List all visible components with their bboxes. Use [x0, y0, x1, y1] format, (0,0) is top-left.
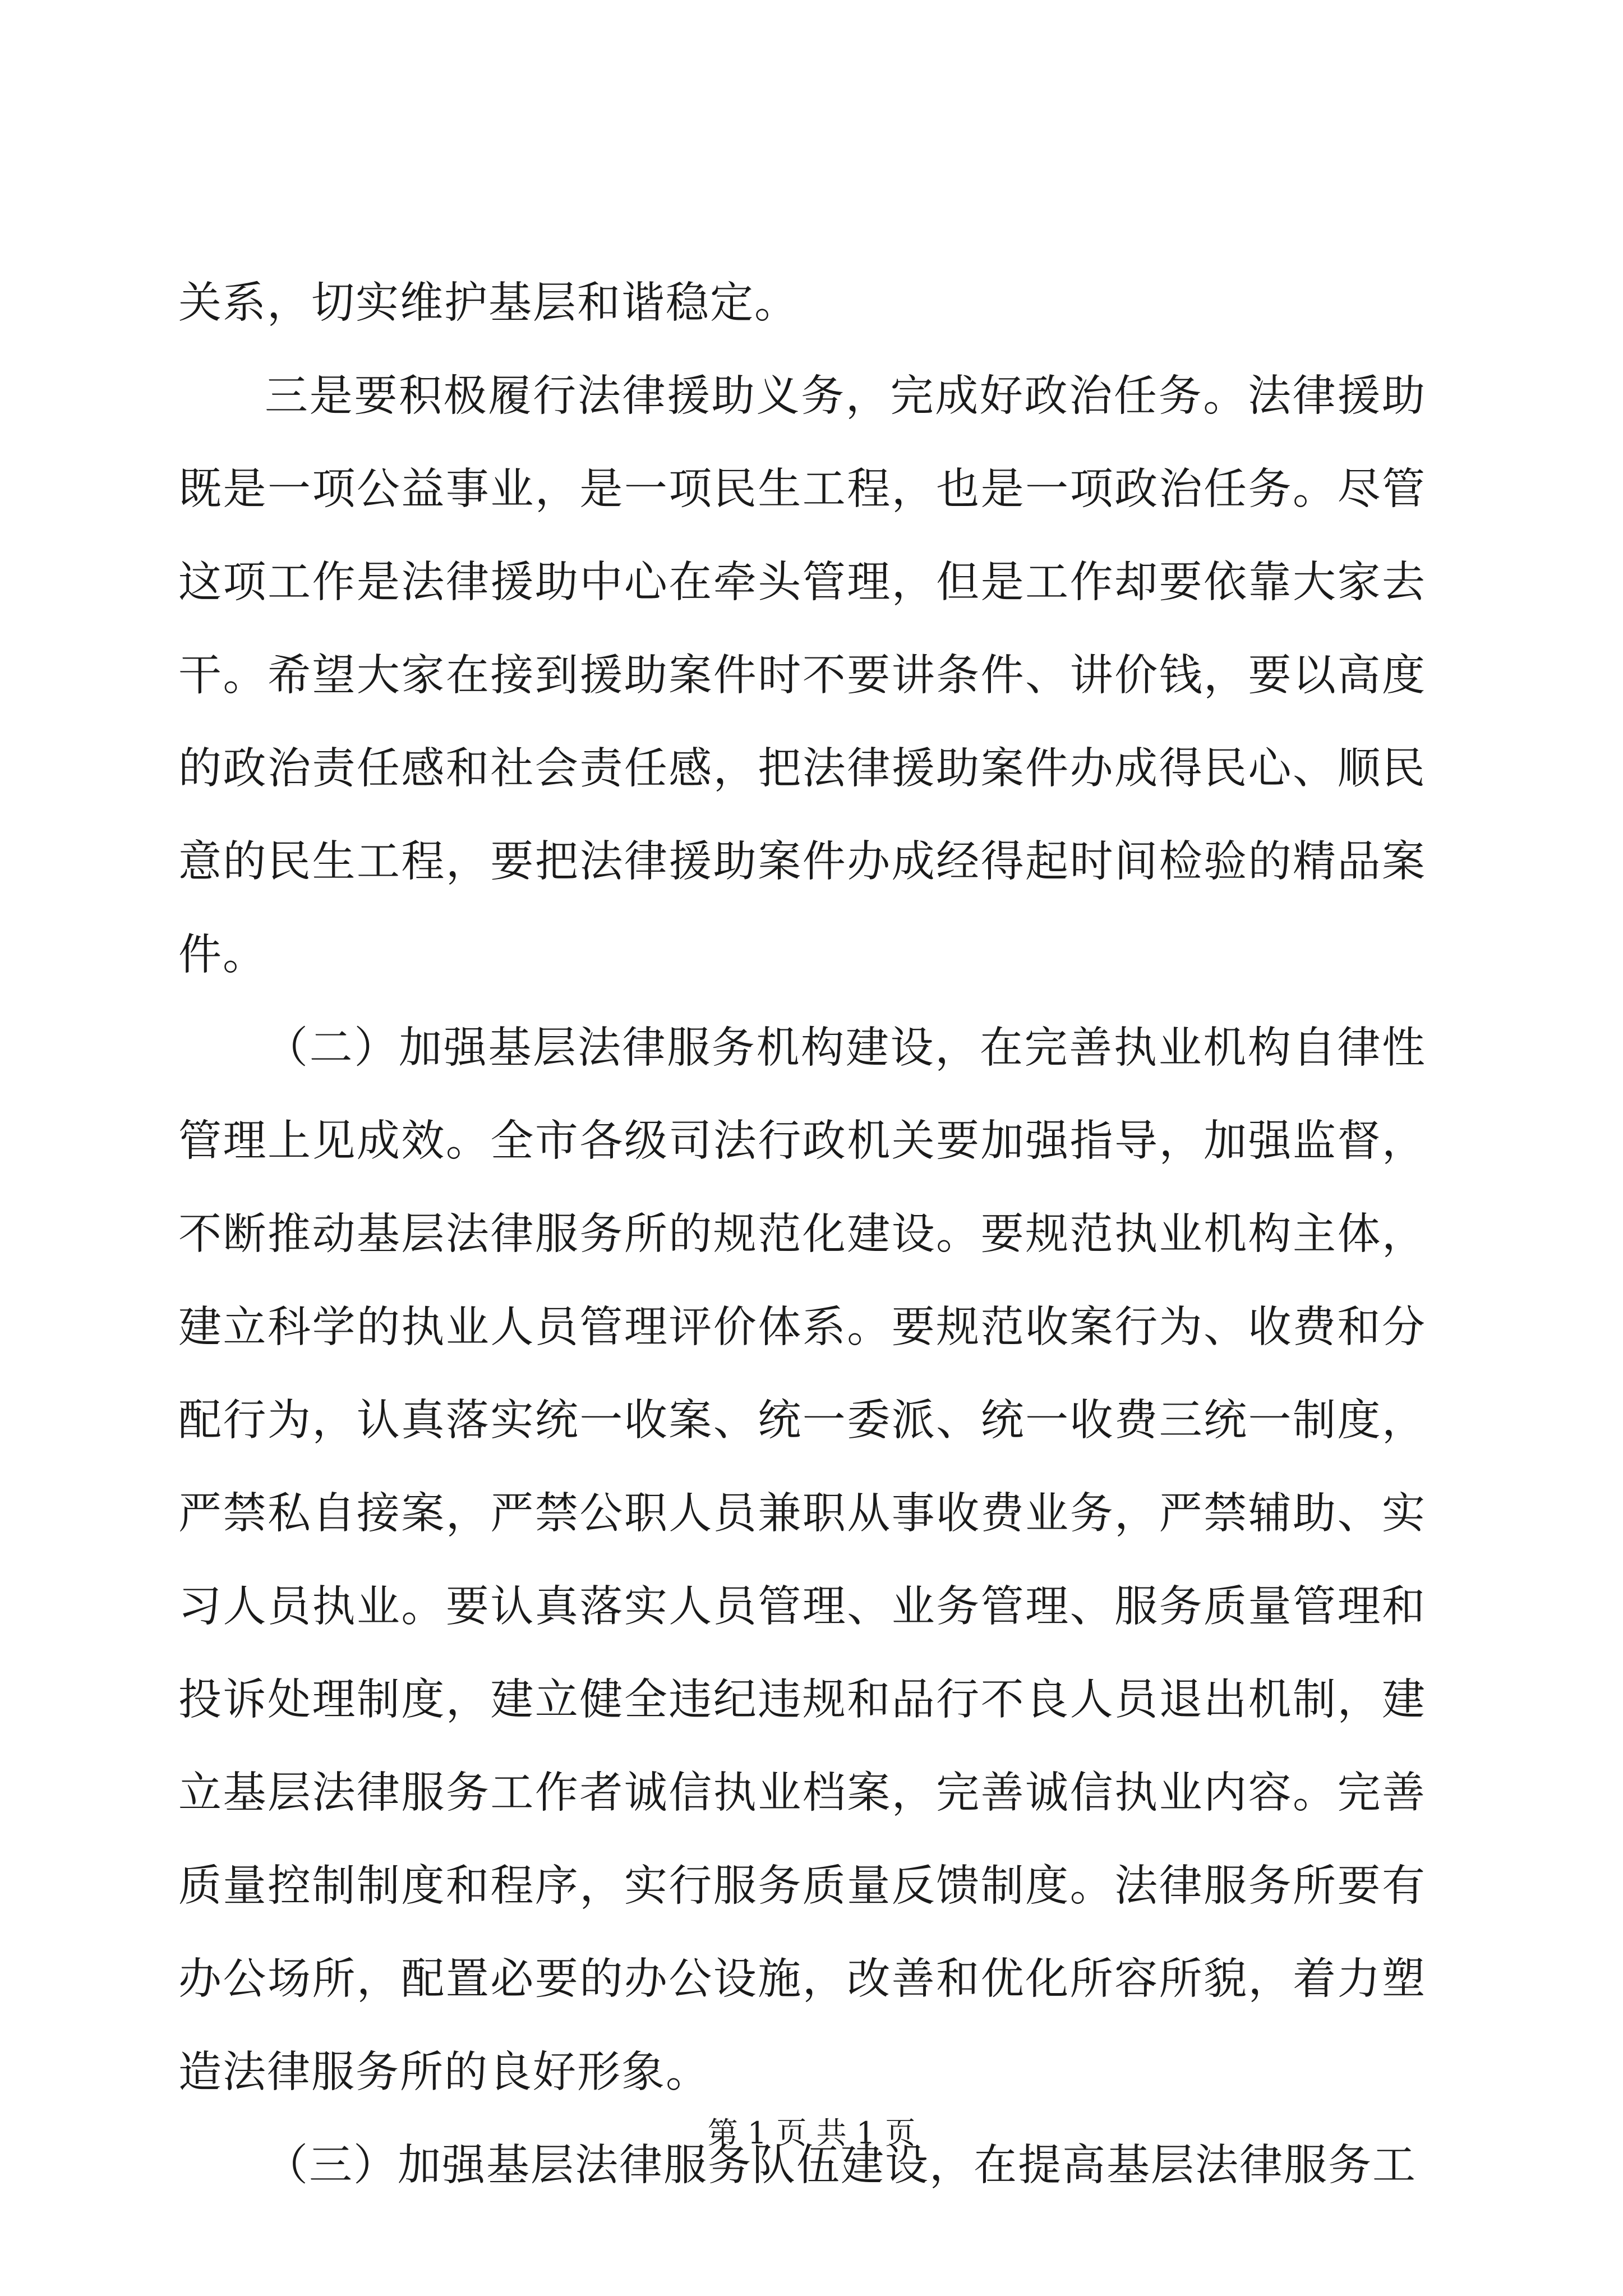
page-footer [0, 2109, 1623, 2152]
paragraph-legal-aid-duty: 三是要积极履行法律援助义务，完成好政治任务。法律援助既是一项公益事业，是一项民生工程，也是一项政治任务。尽管这项工作是法律援助中心在牵头管理，但是工作却要依靠大家去干。希望大家在接到援助案件时不要讲条件、讲价钱，要以高度的政治责任感和社会责任感，把法律援助案件办成得民心、顺民意的民生工程，要把法律援助案件办成经得起时间检验的精品案件。 [178, 371, 1426, 980]
paragraph-institution-building: （二）加强基层法律服务机构建设，在完善执业机构自律性管理上见成效。全市各级司法行政机关要加强指导，加强监督，不断推动基层法律服务所的规范化建设。要规范执业机构主体，建立科学的执业人员管理评价体系。要规范收案行为、收费和分配行为，认真落实统一收案、统一委派、统一收费三统一制度，严禁私自接案，严禁公职人员兼职从事收费业务，严禁辅助、实习人员执业。要认真落实人员管理、业务管理、服务质量管理和投诉处理制度，建立健全违纪违规和品行不良人员退出机制，建立基层法律服务工作者诚信执业档案，完善诚信执业内容。完善质量控制制度和程序，实行服务质量反馈制度。法律服务所要有办公场所，配置必要的办公设施，改善和优化所容所貌，着力塑造法律服务所的良好形象。 [178, 1023, 1426, 2097]
paragraph-team-building: （三）加强基层法律服务队伍建设，在提高基层法律服务工 [265, 2141, 1417, 2191]
page-number-label: 第 1 页 共 1 页 [707, 2115, 916, 2151]
paragraph-continuation: 关系，切实维护基层和谐稳定。 [178, 278, 799, 328]
document-body [178, 257, 1426, 2212]
